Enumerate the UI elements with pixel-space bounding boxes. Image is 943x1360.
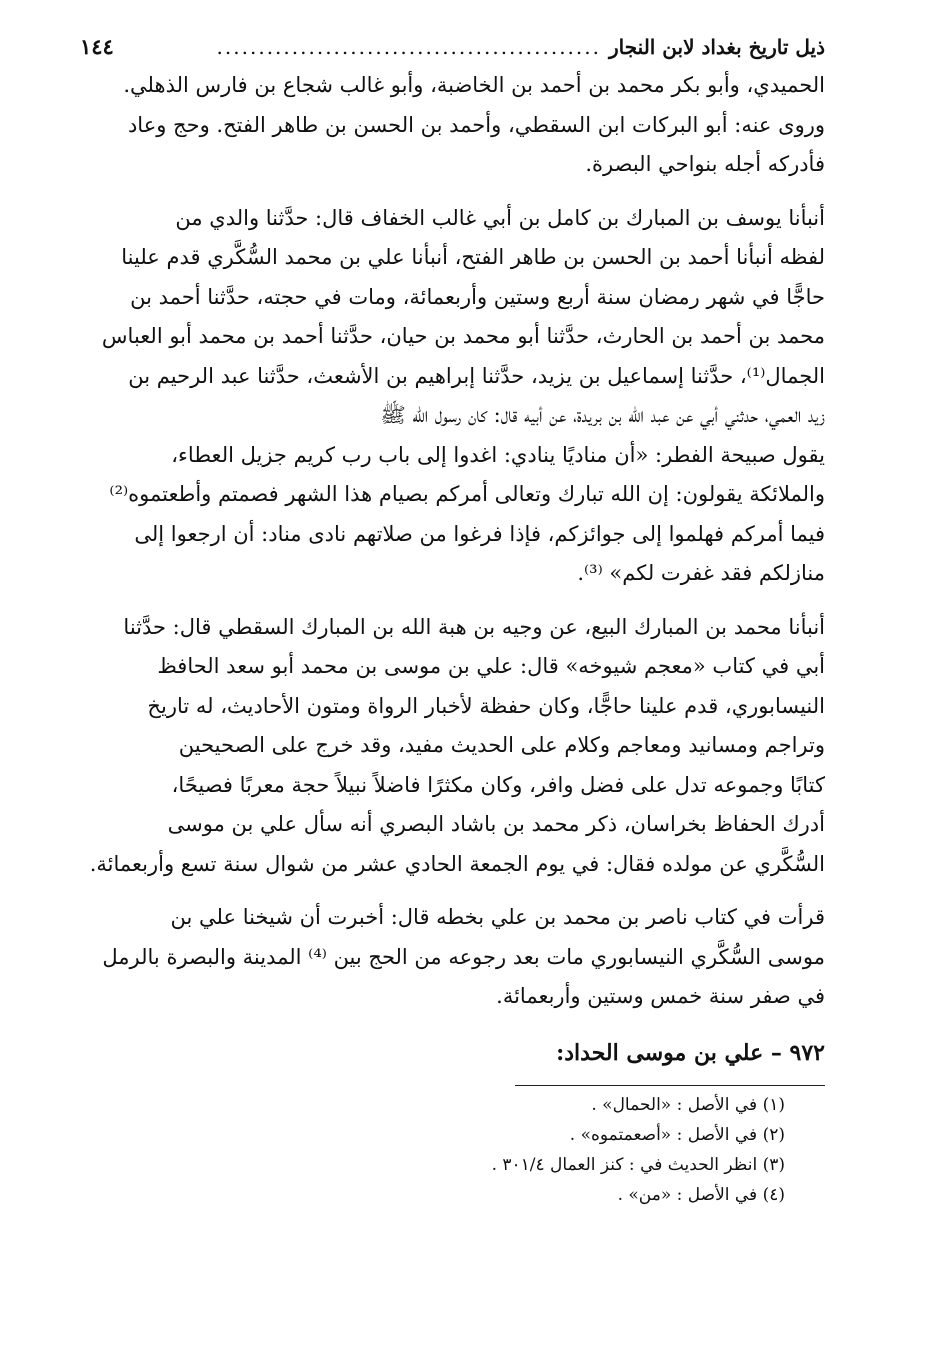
page-number: ١٤٤ [80,34,114,59]
text-line: الحميدي، وأبو بكر محمد بن أحمد بن الخاضبة، وأبو غالب شجاع بن فارس الذهلي. [123,73,825,97]
footnote-3: (٣) انظر الحديث في : كنز العمال ٣٠١/٤ . [491,1154,785,1175]
text-line: أدرك الحفاظ بخراسان، ذكر محمد بن باشاد البصري أنه سأل علي بن موسى [167,812,825,836]
text-line: وروى عنه: أبو البركات ابن السقطي، وأحمد بن الحسن بن طاهر الفتح. وحج وعاد [127,112,825,137]
page-header [80,28,825,66]
text-line: منازلكم فقد غفرت لكم» ⁽³⁾. [577,561,825,585]
text-line: يقول صبيحة الفطر: «أن مناديًا ينادي: اغدوا إلى باب رب كريم جزيل العطاء، [171,442,825,467]
text-line: فأدركه أجله بنواحي البصرة. [585,152,825,176]
text-line: أنبأنا يوسف بن المبارك بن كامل بن أبي غالب الخفاف قال: حدَّثنا والدي من [175,205,825,230]
footnote-4: (٤) في الأصل : «من» . [617,1184,785,1205]
footnote-2: (٢) في الأصل : «أصعمتموه» . [569,1124,785,1145]
text-line: قرأت في كتاب ناصر بن محمد بن علي بخطه قال: أخبرت أن شيخنا علي بن [170,905,825,929]
text-line: زيد العمي، حدثني أبي عن عبد الله بن بريدة، عن أبيه قال: كان رسول الله ﷺ [380,403,825,427]
paragraph-2 [80,199,825,594]
text-line: فيما أمركم فهلموا إلى جوائزكم، فإذا فرغوا من صلاتهم نادى مناد: أن ارجعوا إلى [134,521,825,546]
text-line: والملائكة يقولون: إن الله تبارك وتعالى أمركم بصيام هذا الشهر فصمتم وأطعتموه⁽²⁾ [109,482,825,506]
book-title: ذيل تاريخ بغداد لابن النجار [609,35,825,59]
text-line: محمد بن أحمد بن الحارث، حدَّثنا أبو محمد بن حيان، حدَّثنا أحمد بن محمد أبو العباس [101,324,825,348]
paragraph-1 [80,66,825,185]
entry-heading: ٩٧٢ – علي بن موسى الحداد: [556,1039,825,1066]
text-line: السُّكَّري عن مولده فقال: في يوم الجمعة الحادي عشر من شوال سنة تسع وأربعمائة. [89,851,825,876]
text-line: موسى السُّكَّري النيسابوري مات بعد رجوعه من الحج بين ⁽⁴⁾ المدينة والبصرة بالرمل [102,944,825,969]
text-line: لفظه أنبأنا أحمد بن الحسن بن طاهر الفتح، أنبأنا علي بن محمد السُّكَّري قدم علينا [121,245,825,269]
text-line: النيسابوري، قدم علينا حاجًّا، وكان حفظة لأخبار الرواة ومتون الأحاديث، له تاريخ [147,693,825,718]
text-line: وتراجم ومسانيد ومعاجم وكلام على الحديث مفيد، وقد خرج على الصحيحين [178,733,825,757]
text-line: حاجًّا في شهر رمضان سنة أربع وستين وأربعمائة، ومات في حجته، حدَّثنا أحمد بن [130,284,825,309]
text-line: الجمال⁽¹⁾، حدَّثنا إسماعيل بن يزيد، حدَّثنا إبراهيم بن الأشعث، حدَّثنا عبد الرحيم بن [128,363,825,388]
paragraph-4 [80,898,825,1017]
footnotes [80,1090,825,1210]
footnote-divider [515,1085,825,1086]
text-line: أنبأنا محمد بن المبارك البيع، عن وجيه بن هبة الله بن المبارك السقطي قال: حدَّثنا [123,614,825,639]
paragraph-3 [80,608,825,885]
text-line: في صفر سنة خمس وستين وأربعمائة. [496,984,825,1008]
body-text [80,66,825,1017]
header-dot-leader: .............................................. [216,35,601,59]
text-line: كتابًا وجموعه تدل على فضل وافر، وكان مكثرًا فاضلاً نبيلاً حجة معربًا فصيحًا، [171,772,825,797]
text-line: أبي في كتاب «معجم شيوخه» قال: علي بن موسى بن محمد أبو سعد الحافظ [157,654,825,678]
footnote-1: (١) في الأصل : «الحمال» . [591,1094,785,1115]
